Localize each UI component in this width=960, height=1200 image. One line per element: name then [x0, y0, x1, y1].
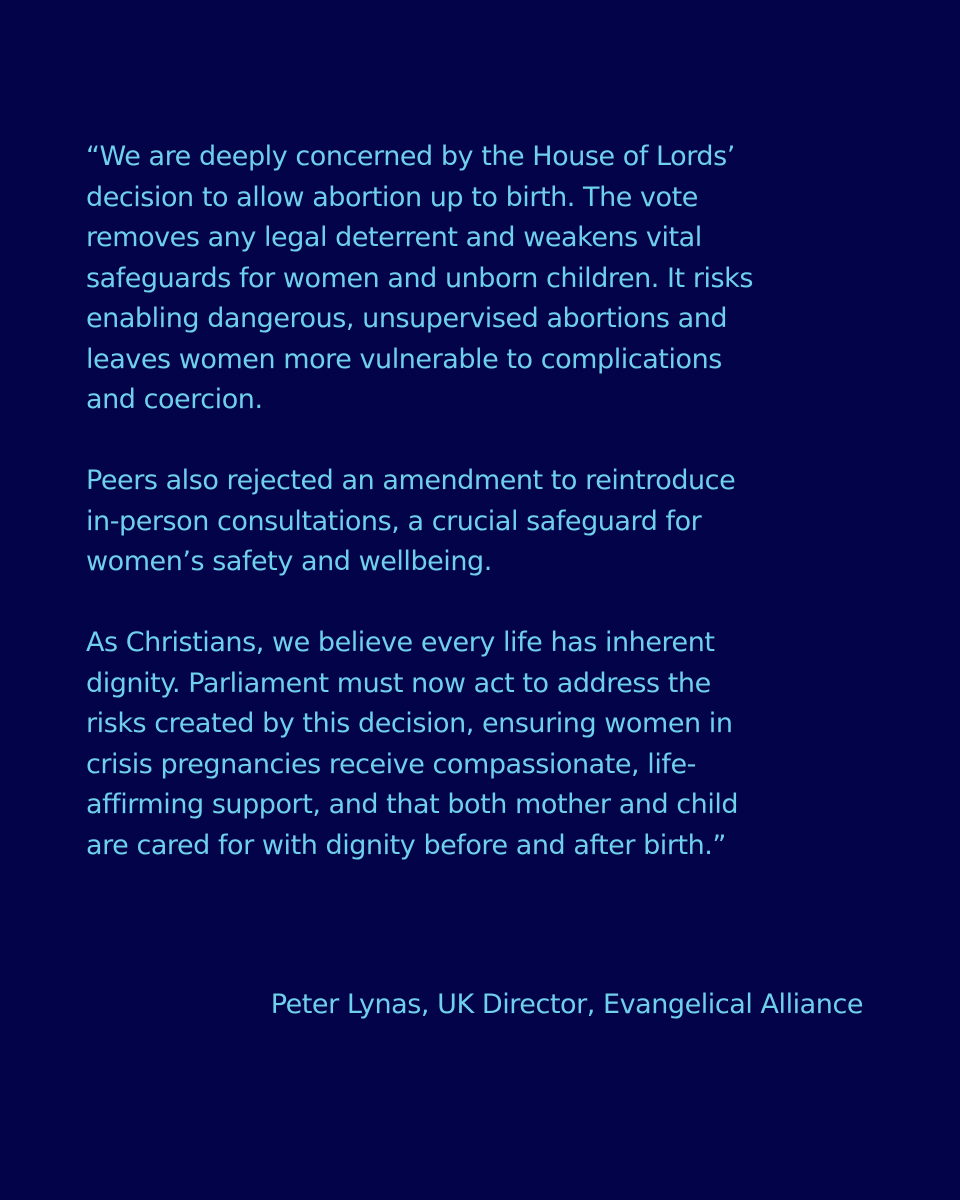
quote-line: women’s safety and wellbeing. — [86, 546, 492, 577]
quote-body — [86, 137, 886, 866]
quote-line: decision to allow abortion up to birth. The vote — [86, 181, 698, 213]
quote-line: affirming support, and that both mother and child — [86, 789, 739, 820]
quote-line: are cared for with dignity before and after birth.” — [86, 829, 726, 861]
attribution: Peter Lynas, UK Director, Evangelical Alliance — [270, 989, 863, 1020]
quote-line: Peers also rejected an amendment to reintroduce — [86, 465, 736, 496]
quote-line: risks created by this decision, ensuring women in — [86, 708, 733, 739]
quote-line: in-person consultations, a crucial safeguard for — [86, 505, 702, 537]
quote-paragraph-2 — [86, 461, 886, 583]
quote-line: As Christians, we believe every life has inherent — [86, 627, 715, 658]
quote-paragraph-3 — [86, 623, 886, 866]
quote-line: dignity. Parliament must now act to address the — [86, 667, 711, 699]
quote-line: removes any legal deterrent and weakens vital — [86, 222, 702, 253]
quote-line: enabling dangerous, unsupervised abortions and — [86, 303, 728, 334]
quote-line: crisis pregnancies receive compassionate, life- — [86, 748, 696, 780]
quote-paragraph-1 — [86, 137, 886, 421]
quote-line: and coercion. — [86, 384, 263, 415]
quote-line: “We are deeply concerned by the House of Lords’ — [86, 141, 735, 172]
quote-line: safeguards for women and unborn children. It risks — [86, 262, 753, 294]
quote-line: leaves women more vulnerable to complications — [86, 343, 722, 375]
